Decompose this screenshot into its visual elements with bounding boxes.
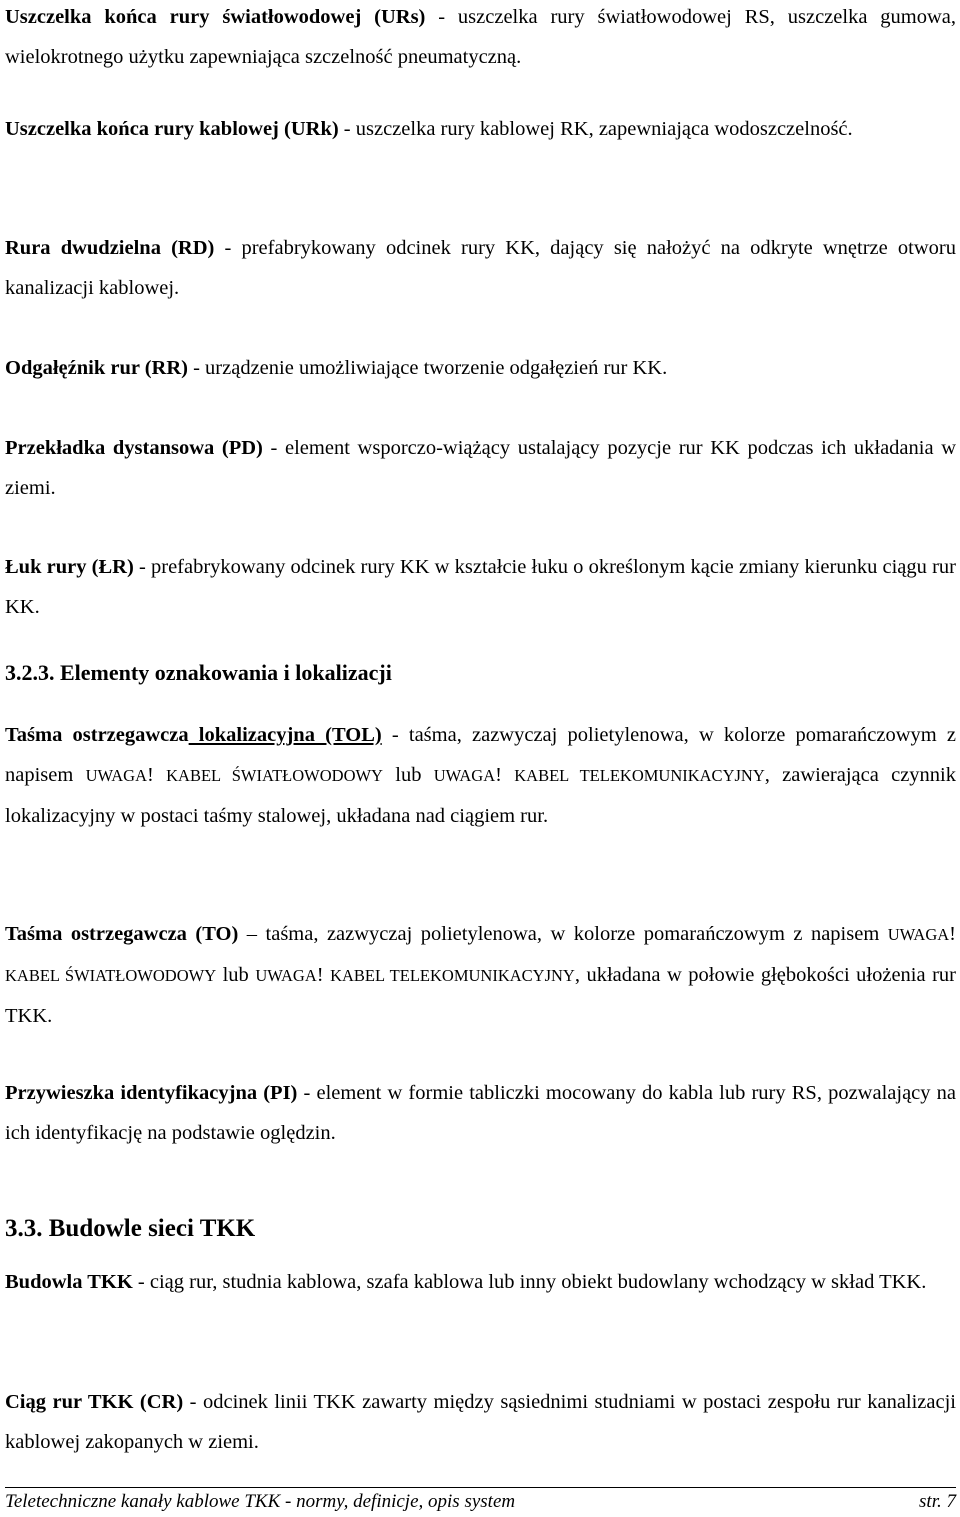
definition-pd <box>5 428 956 508</box>
definition-pi <box>5 1073 956 1153</box>
to-caps-2: KABEL ŚWIATŁOWODOWY <box>5 966 217 985</box>
term-budowla: Budowla TKK <box>5 1271 133 1293</box>
definition-tol-text-2: ! <box>147 764 167 786</box>
definition-urk-text: - uszczelka rury kablowej RK, zapewniająca wodoszczelność. <box>338 118 853 140</box>
definition-tol-text-4: ! <box>495 764 515 786</box>
page-number: str. 7 <box>919 1491 956 1512</box>
footer-title: Teletechniczne kanały kablowe TKK - normy, definicje, opis system <box>5 1491 516 1512</box>
definition-urs <box>5 0 956 77</box>
term-tol-a: Taśma ostrzegawcza <box>5 724 189 746</box>
definition-pd-text: - element wsporczo-wiążący ustalający pozycje rur KK podczas ich układania w ziemi. <box>5 437 957 499</box>
term-pi: Przywieszka identyfikacyjna (PI) <box>5 1082 298 1104</box>
to-caps-3: UWAGA <box>255 966 317 985</box>
definition-to-text-4: ! <box>316 964 331 986</box>
definition-urk <box>5 109 956 149</box>
term-urk: Uszczelka końca rury kablowej (URk) <box>5 118 339 140</box>
definition-tol-text-5: , zawierająca czynnik lokalizacyjny w postaci taśmy stalowej, układana nad ciągiem rur. <box>5 764 956 827</box>
definition-lr <box>5 547 956 627</box>
section-heading-3-3: 3.3. Budowle sieci TKK <box>5 1215 256 1242</box>
section-heading-3-2-3: 3.2.3. Elementy oznakowania i lokalizacji <box>5 660 392 685</box>
definition-to-text-2: ! <box>949 923 956 945</box>
footer-rule <box>5 1487 956 1488</box>
definition-to <box>5 914 956 1036</box>
term-urs: Uszczelka końca rury światłowodowej (URs) <box>5 6 426 28</box>
definition-to-text-3: lub <box>216 964 256 986</box>
definition-budowla <box>5 1262 956 1302</box>
definition-cr <box>5 1382 956 1462</box>
to-caps-1: UWAGA <box>887 925 950 944</box>
definition-to-text-1: – taśma, zazwyczaj polietylenowa, w kolorze pomarańczowym z napisem <box>238 923 888 945</box>
definition-cr-text: - odcinek linii TKK zawarty między sąsiednimi studniami w postaci zespołu rur kanalizacji kablowej zakopanych w ziemi. <box>5 1391 956 1453</box>
definition-tol-text-1: - taśma, zazwyczaj polietylenowa, w kolorze pomarańczowym z napisem <box>5 724 956 786</box>
definition-to-text-5: , układana w połowie głębokości ułożenia rur TKK. <box>5 964 957 1027</box>
definition-rd-text: - prefabrykowany odcinek rury KK, dający się nałożyć na odkryte wnętrze otworu kanalizacji kablowej. <box>5 237 956 299</box>
term-rr: Odgałęźnik rur (RR) <box>5 357 188 379</box>
term-lr: Łuk rury (ŁR) <box>5 556 134 578</box>
definition-rr-text: - urządzenie umożliwiające tworzenie odgałęzień rur KK. <box>187 357 668 379</box>
definition-tol-text-3: lub <box>382 764 434 786</box>
definition-urs-text: - uszczelka rury światłowodowej RS, uszczelka gumowa, wielokrotnego użytku zapewniająca szczelność pneumatyczną. <box>5 6 956 68</box>
term-to: Taśma ostrzegawcza (TO) <box>5 923 239 945</box>
to-caps-4: KABEL TELEKOMUNIKACYJNY <box>330 966 575 985</box>
term-pd: Przekładka dystansowa (PD) <box>5 437 263 459</box>
definition-lr-text: - prefabrykowany odcinek rury KK w kształcie łuku o określonym kącie zmiany kierunku ciągu rur KK. <box>5 556 956 618</box>
definition-budowla-text: - ciąg rur, studnia kablowa, szafa kablowa lub inny obiekt budowlany wchodzący w skład TKK. <box>132 1271 927 1293</box>
definition-tol <box>5 715 956 836</box>
definition-rr <box>5 348 956 388</box>
tol-caps-4: KABEL TELEKOMUNIKACYJNY <box>514 766 765 785</box>
tol-caps-2: KABEL ŚWIATŁOWODOWY <box>166 766 383 785</box>
tol-caps-3: UWAGA <box>433 766 496 785</box>
tol-caps-1: UWAGA <box>85 766 148 785</box>
definition-rd <box>5 228 956 308</box>
definition-pi-text: - element w formie tabliczki mocowany do kabla lub rury RS, pozwalający na ich identyfikację na podstawie oględzin. <box>5 1082 956 1144</box>
term-rd: Rura dwudzielna (RD) <box>5 237 215 259</box>
term-tol-b: lokalizacyjna (TOL) <box>188 724 382 746</box>
term-cr: Ciąg rur TKK (CR) <box>5 1391 184 1413</box>
